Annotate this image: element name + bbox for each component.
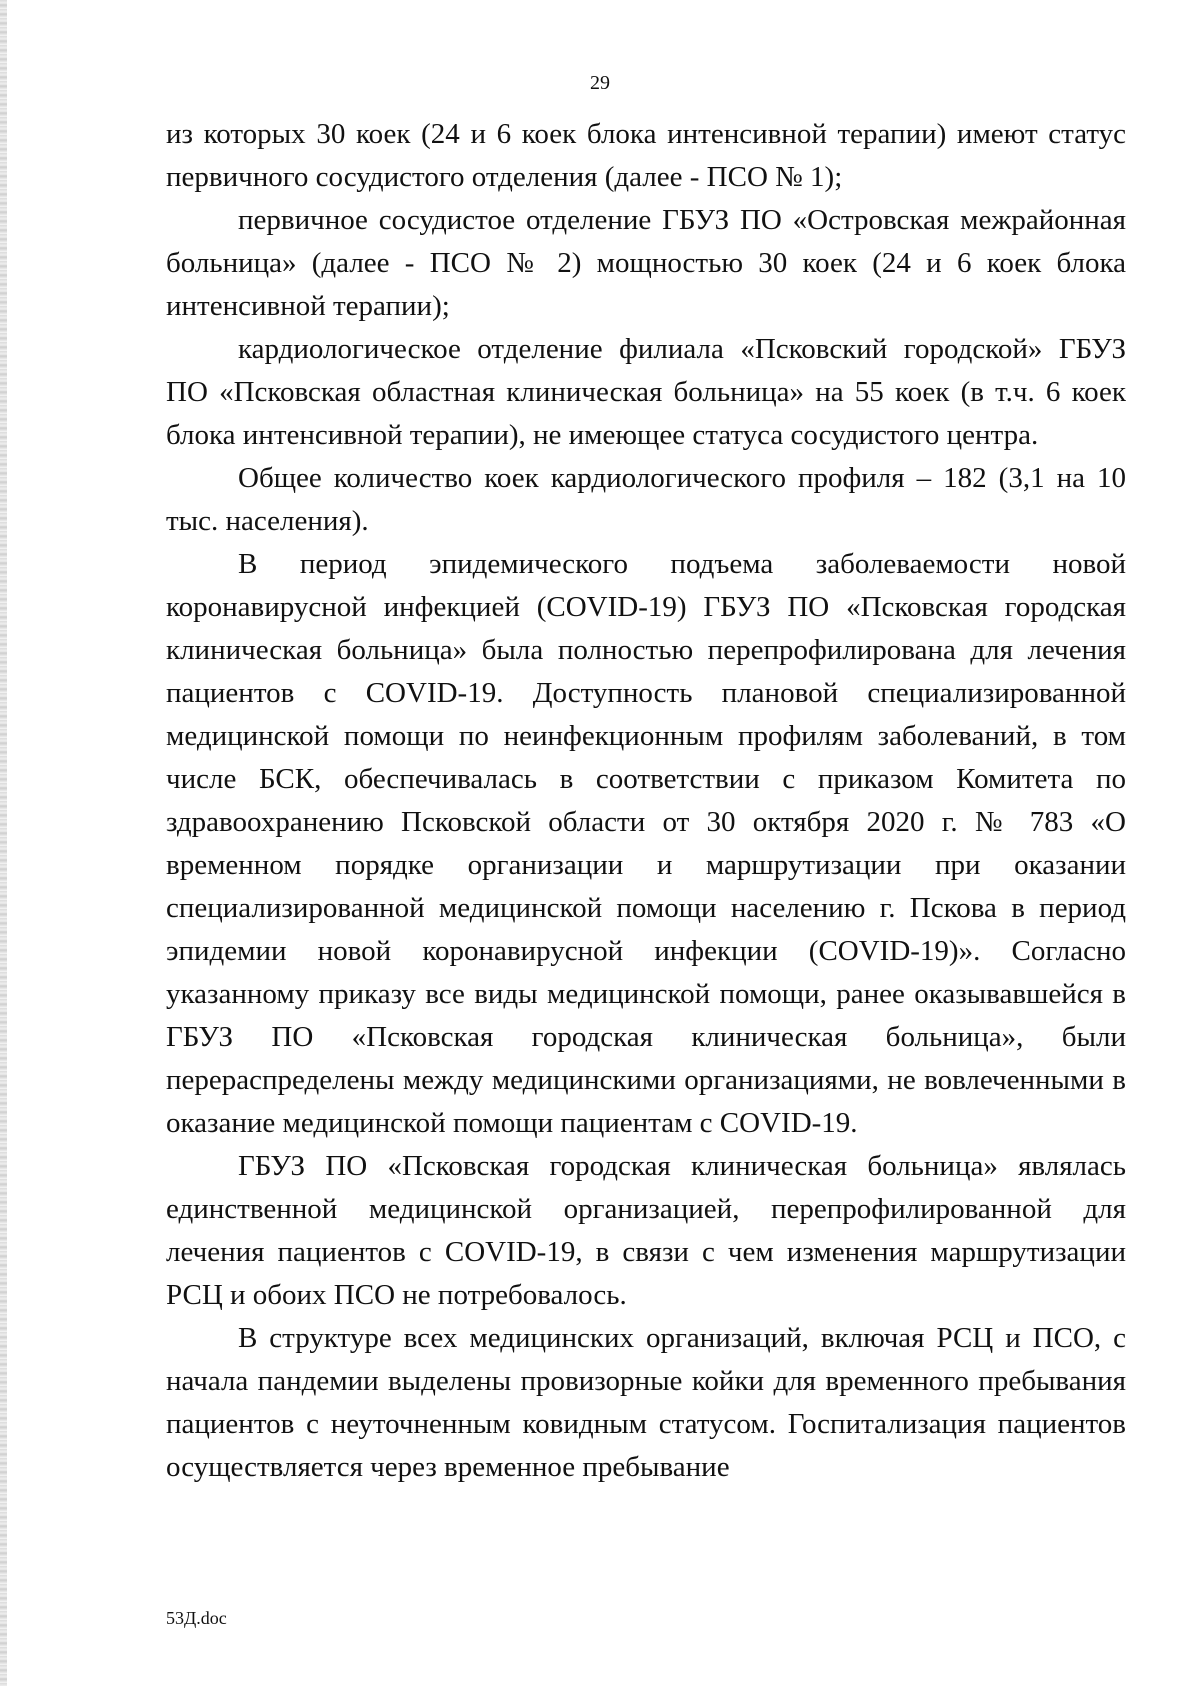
- paragraph-cardiology-department: кардиологическое отделение филиала «Псковский городской» ГБУЗ ПО «Псковская областная клиническая больница» на 55 коек (в т.ч. 6 коек блока интенсивной терапии), не имеющее статуса сосудистого центра.: [166, 333, 1126, 451]
- paragraph-covid-reprofiling: В период эпидемического подъема заболеваемости новой коронавирусной инфекцией (COVID-19) ГБУЗ ПО «Псковская городская клиническая больница» была полностью перепрофилирована для лечения пациентов с COVID-19. Доступность плановой специализированной медицинской помощи по неинфекционным профилям заболеваний, в том числе БСК, обеспечивалась в соответствии с приказом Комитета по здравоохранению Псковской области от 30 октября 2020 г. № 783 «О временном порядке организации и маршрутизации при оказании специализированной медицинской помощи населению г. Пскова в период эпидемии новой коронавирусной инфекции (COVID-19)». Согласно указанному приказу все виды медицинской помощи, ранее оказывавшейся в ГБУЗ ПО «Псковская городская клиническая больница», были перераспределены между медицинскими организациями, не вовлеченными в оказание медицинской помощи пациентам с COVID-19.: [166, 548, 1126, 1139]
- page-number: 29: [590, 72, 610, 94]
- paragraph-pso-2: первичное сосудистое отделение ГБУЗ ПО «Островская межрайонная больница» (далее - ПСО № 2) мощностью 30 коек (24 и 6 коек блока интенсивной терапии);: [166, 204, 1126, 322]
- paragraph-provisional-beds: В структуре всех медицинских организаций, включая РСЦ и ПСО, с начала пандемии выделены провизорные койки для временного пребывания пациентов с неуточненным ковидным статусом. Госпитализация пациентов осуществляется через временное пребывание: [166, 1322, 1126, 1483]
- paragraph-continuation: из которых 30 коек (24 и 6 коек блока интенсивной терапии) имеют статус первичного сосудистого отделения (далее - ПСО № 1);: [166, 118, 1126, 193]
- scan-edge: [0, 0, 7, 1686]
- paragraph-bed-count: Общее количество коек кардиологического профиля – 182 (3,1 на 10 тыс. населения).: [166, 462, 1126, 537]
- footer-filename: 53Д.doc: [166, 1608, 227, 1628]
- paragraph-routing: ГБУЗ ПО «Псковская городская клиническая больница» являлась единственной медицинской организацией, перепрофилированной для лечения пациентов с COVID-19, в связи с чем изменения маршрутизации РСЦ и обоих ПСО не потребовалось.: [166, 1150, 1126, 1311]
- document-body: [166, 113, 1126, 1489]
